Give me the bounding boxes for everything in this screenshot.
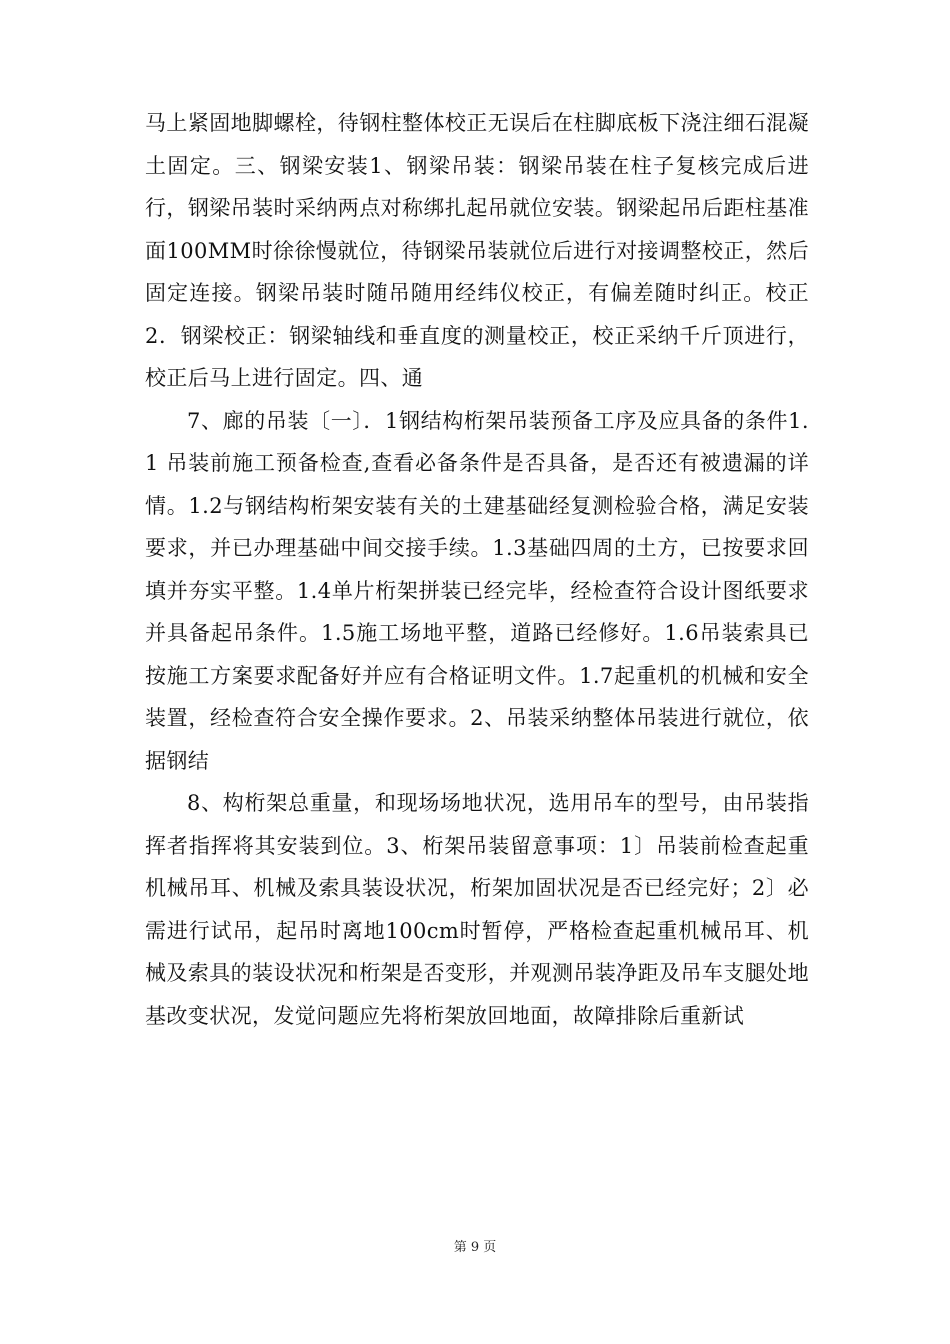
paragraph-1: 马上紧固地脚螺栓，待钢柱整体校正无误后在柱脚底板下浇注细石混凝土固定。三、钢梁安装1、钢梁吊装：钢梁吊装在柱子复核完成后进行，钢梁吊装时采纳两点对称绑扎起吊就位安装。钢梁起吊后距柱基准面100MM时徐徐慢就位，待钢梁吊装就位后进行对接调整校正，然后固定连接。钢梁吊装时随吊随用经纬仪校正，有偏差随时纠正。校正 2．钢梁校正：钢梁轴线和垂直度的测量校正，校正采纳千斤顶进行，校正后马上进行固定。四、通: [145, 111, 831, 390]
document-body: [145, 102, 831, 1037]
page-number-footer: 第 9 页: [453, 1240, 497, 1255]
paragraph-3: 8、构桁架总重量，和现场场地状况，选用吊车的型号，由吊装指挥者指挥将其安装到位。3、桁架吊装留意事项：1〕吊装前检查起重机械吊耳、机械及索具装设状况，桁架加固状况是否已经完好；2〕必需进行试吊，起吊时离地100cm时暂停，严格检查起重机械吊耳、机械及索具的装设状况和桁架是否变形，并观测吊装净距及吊车支腿处地基改变状况，发觉问题应先将桁架放回地面，故障排除后重新试: [145, 791, 809, 1028]
paragraph-2: 7、廊的吊装〔一〕．1钢结构桁架吊装预备工序及应具备的条件1.1 吊装前施工预备检查,查看必备条件是否具备，是否还有被遗漏的详情。1.2与钢结构桁架安装有关的土建基础经复测检验合格，满足安装要求，并已办理基础中间交接手续。1.3基础四周的土方，已按要求回填并夯实平整。1.4单片桁架拼装已经完毕，经检查符合设计图纸要求并具备起吊条件。1.5施工场地平整，道路已经修好。1.6吊装索具已按施工方案要求配备好并应有合格证明文件。1.7起重机的机械和安全装置，经检查符合安全操作要求。2、吊装采纳整体吊装进行就位，依据钢结: [145, 408, 809, 773]
